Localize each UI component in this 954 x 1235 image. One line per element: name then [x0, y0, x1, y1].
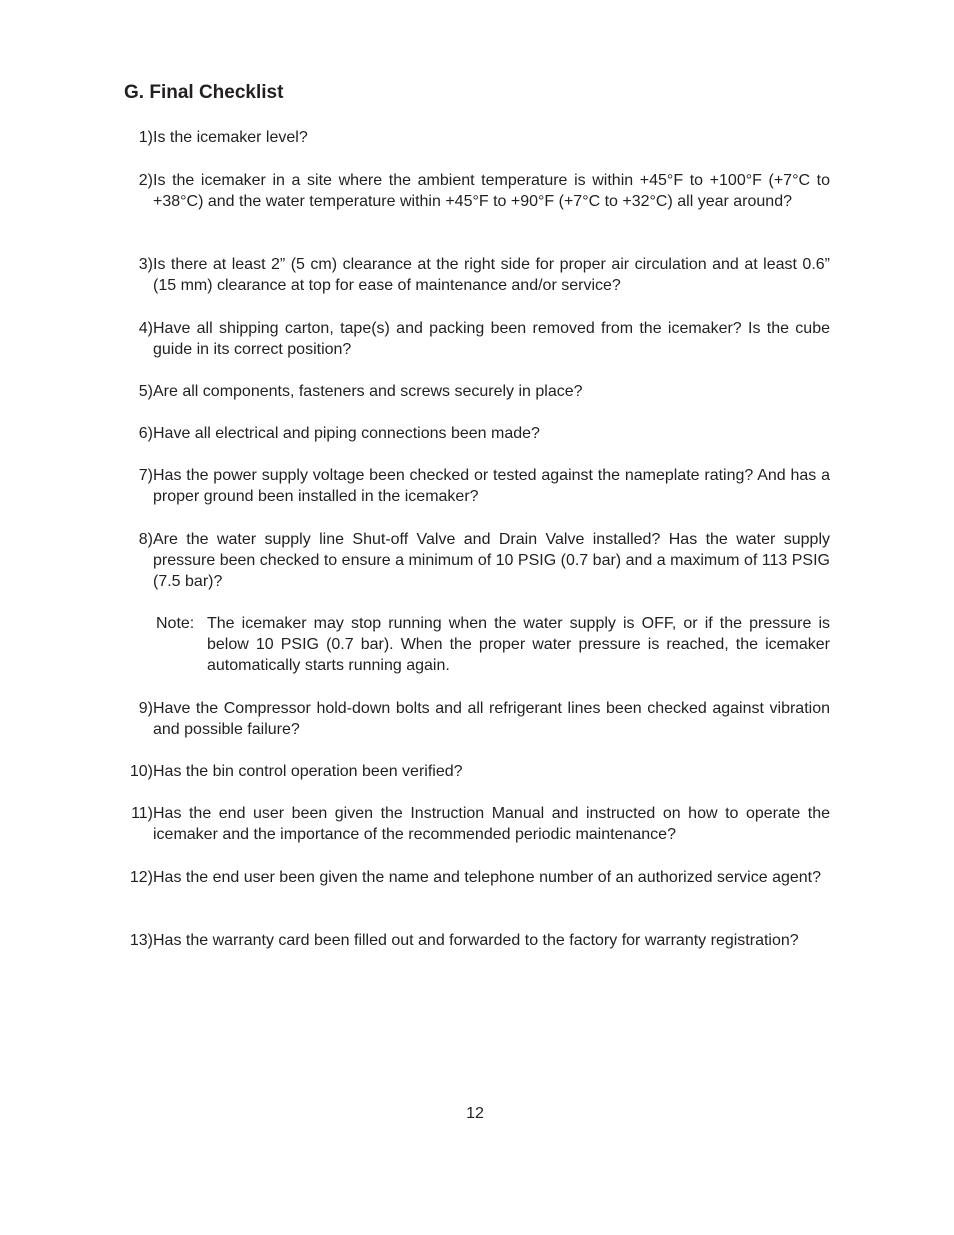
- item-number: 2): [138, 172, 153, 189]
- item-text: Are all components, fasteners and screws securely in place?: [153, 383, 583, 400]
- item-text: Is there at least 2” (5 cm) clearance at the right side for proper air circulation and at least 0.6” (15 mm) clearance at top for ease of maintenance and/or service?: [153, 256, 830, 294]
- item-number: 8): [138, 531, 153, 548]
- item-text: Have all shipping carton, tape(s) and packing been removed from the icemaker? Is the cube guide in its correct position?: [153, 320, 830, 358]
- checklist-item-2: [124, 170, 830, 212]
- note-text: The icemaker may stop running when the water supply is OFF, or if the pressure is below 10 PSIG (0.7 bar). When the proper water pressure is reached, the icemaker automatically starts running again.: [207, 615, 830, 674]
- checklist-item-1: [124, 127, 830, 148]
- item-number: 13): [129, 932, 153, 949]
- page-number: 12: [466, 1105, 484, 1122]
- item-text: Is the icemaker in a site where the ambient temperature is within +45°F to +100°F (+7°C to +38°C) and the water temperature within +45°F to +90°F (+7°C to +32°C) all year around?: [153, 172, 830, 210]
- item-number: 12): [129, 869, 153, 886]
- item-text: Have the Compressor hold-down bolts and all refrigerant lines been checked against vibration and possible failure?: [153, 700, 830, 738]
- item-number: 7): [138, 467, 153, 484]
- checklist-item-3: [124, 254, 830, 296]
- item-text: Has the bin control operation been verified?: [153, 763, 463, 780]
- checklist-item-11: [124, 803, 830, 845]
- checklist-item-9: [124, 698, 830, 740]
- item-number: 10): [129, 763, 153, 780]
- checklist-item-13: [124, 930, 830, 951]
- checklist-item-5: [124, 381, 830, 402]
- checklist-item-7: [124, 465, 830, 507]
- item-text: Have all electrical and piping connections been made?: [153, 425, 540, 442]
- item-text: Has the warranty card been filled out and forwarded to the factory for warranty registration?: [153, 932, 799, 949]
- item-number: 4): [138, 320, 153, 337]
- item-text: Has the end user been given the name and telephone number of an authorized service agent?: [153, 869, 822, 886]
- note-label: Note:: [156, 615, 195, 632]
- item-number: 1): [138, 129, 153, 146]
- item-text: Are the water supply line Shut-off Valve and Drain Valve installed? Has the water supply pressure been checked to ensure a minimum of 10 PSIG (0.7 bar) and a maximum of 113 PSIG (7.5 bar)?: [153, 531, 830, 590]
- note-block: [156, 613, 830, 676]
- checklist-item-8: [124, 529, 830, 592]
- item-number: 5): [138, 383, 153, 400]
- checklist-item-4: [124, 318, 830, 360]
- item-number: 11): [131, 805, 153, 822]
- checklist-item-12: [124, 867, 830, 888]
- checklist-item-6: [124, 423, 830, 444]
- item-text: Is the icemaker level?: [153, 129, 308, 146]
- item-text: Has the power supply voltage been checked or tested against the nameplate rating? And has a proper ground been installed in the icemaker?: [153, 467, 830, 505]
- item-text: Has the end user been given the Instruction Manual and instructed on how to operate the icemaker and the importance of the recommended periodic maintenance?: [153, 805, 830, 843]
- section-heading: G. Final Checklist: [124, 82, 284, 103]
- item-number: 6): [138, 425, 153, 442]
- item-number: 9): [138, 700, 153, 717]
- item-number: 3): [138, 256, 153, 273]
- checklist-item-10: [124, 761, 830, 782]
